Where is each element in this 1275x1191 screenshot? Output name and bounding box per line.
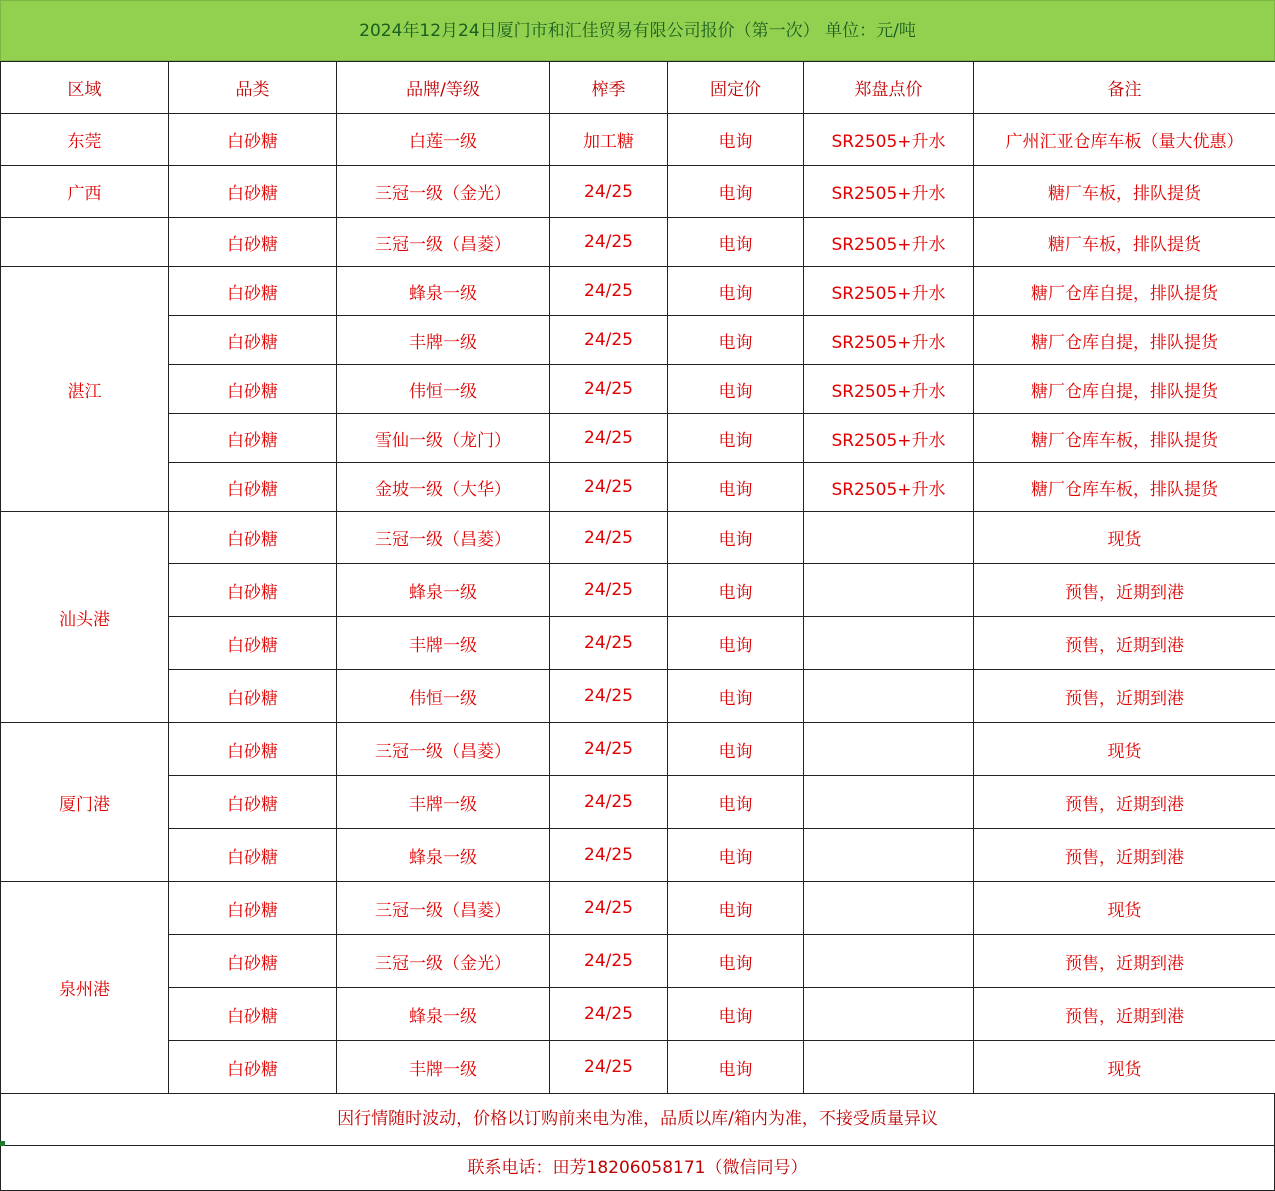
brand-cell: 丰牌一级 xyxy=(337,617,550,670)
season-cell: 24/25 xyxy=(550,776,668,829)
brand-cell: 蜂泉一级 xyxy=(337,564,550,617)
table-row xyxy=(1,267,1275,316)
futures-price-cell xyxy=(804,882,974,935)
season-cell: 24/25 xyxy=(550,414,668,463)
table-row xyxy=(1,365,1275,414)
remark-cell: 预售，近期到港 xyxy=(974,617,1275,670)
futures-price-cell xyxy=(804,988,974,1041)
header-cell-fixed-price: 固定价 xyxy=(668,62,804,114)
season-cell: 24/25 xyxy=(550,935,668,988)
brand-cell: 蜂泉一级 xyxy=(337,267,550,316)
table-row xyxy=(1,617,1275,670)
remark-cell: 现货 xyxy=(974,882,1275,935)
footer-contact: 联系电话：田芳18206058171（微信同号） xyxy=(0,1145,1275,1191)
category-cell: 白砂糖 xyxy=(169,1041,337,1094)
season-cell: 24/25 xyxy=(550,512,668,564)
region-cell: 汕头港 xyxy=(1,512,169,723)
fixed-price-cell: 电询 xyxy=(668,670,804,723)
season-cell: 24/25 xyxy=(550,316,668,365)
region-cell: 湛江 xyxy=(1,267,169,512)
season-cell: 24/25 xyxy=(550,463,668,512)
brand-cell: 白莲一级 xyxy=(337,114,550,166)
header-cell-season: 榨季 xyxy=(550,62,668,114)
region-cell: 广西 xyxy=(1,166,169,218)
season-cell: 24/25 xyxy=(550,218,668,267)
fixed-price-cell: 电询 xyxy=(668,882,804,935)
season-cell: 24/25 xyxy=(550,829,668,882)
futures-price-cell: SR2505+升水 xyxy=(804,365,974,414)
category-cell: 白砂糖 xyxy=(169,267,337,316)
remark-cell: 现货 xyxy=(974,1041,1275,1094)
remark-cell: 糖厂仓库车板，排队提货 xyxy=(974,414,1275,463)
brand-cell: 伟恒一级 xyxy=(337,670,550,723)
header-cell-brand: 品牌/等级 xyxy=(337,62,550,114)
region-cell xyxy=(1,218,169,267)
brand-cell: 伟恒一级 xyxy=(337,365,550,414)
brand-cell: 蜂泉一级 xyxy=(337,829,550,882)
table-row xyxy=(1,316,1275,365)
cell-marker xyxy=(0,1141,5,1146)
category-cell: 白砂糖 xyxy=(169,463,337,512)
category-cell: 白砂糖 xyxy=(169,414,337,463)
season-cell: 24/25 xyxy=(550,670,668,723)
season-cell: 24/25 xyxy=(550,166,668,218)
season-cell: 24/25 xyxy=(550,267,668,316)
category-cell: 白砂糖 xyxy=(169,114,337,166)
fixed-price-cell: 电询 xyxy=(668,776,804,829)
season-cell: 24/25 xyxy=(550,882,668,935)
brand-cell: 丰牌一级 xyxy=(337,316,550,365)
brand-cell: 丰牌一级 xyxy=(337,1041,550,1094)
table-row xyxy=(1,463,1275,512)
remark-cell: 预售，近期到港 xyxy=(974,776,1275,829)
sheet-title: 2024年12月24日厦门市和汇佳贸易有限公司报价（第一次） 单位：元/吨 xyxy=(0,0,1275,61)
brand-cell: 三冠一级（昌菱） xyxy=(337,512,550,564)
remark-cell: 预售，近期到港 xyxy=(974,670,1275,723)
fixed-price-cell: 电询 xyxy=(668,988,804,1041)
price-table xyxy=(0,61,1275,1094)
fixed-price-cell: 电询 xyxy=(668,316,804,365)
header-cell-futures-price: 郑盘点价 xyxy=(804,62,974,114)
season-cell: 24/25 xyxy=(550,365,668,414)
category-cell: 白砂糖 xyxy=(169,723,337,776)
futures-price-cell: SR2505+升水 xyxy=(804,166,974,218)
category-cell: 白砂糖 xyxy=(169,829,337,882)
remark-cell: 糖厂仓库自提，排队提货 xyxy=(974,365,1275,414)
futures-price-cell: SR2505+升水 xyxy=(804,463,974,512)
table-row xyxy=(1,166,1275,218)
table-header-row xyxy=(1,62,1275,114)
brand-cell: 雪仙一级（龙门） xyxy=(337,414,550,463)
category-cell: 白砂糖 xyxy=(169,670,337,723)
table-row xyxy=(1,512,1275,564)
remark-cell: 预售，近期到港 xyxy=(974,988,1275,1041)
remark-cell: 现货 xyxy=(974,723,1275,776)
fixed-price-cell: 电询 xyxy=(668,267,804,316)
table-row xyxy=(1,670,1275,723)
season-cell: 24/25 xyxy=(550,988,668,1041)
category-cell: 白砂糖 xyxy=(169,564,337,617)
header-cell-category: 品类 xyxy=(169,62,337,114)
fixed-price-cell: 电询 xyxy=(668,564,804,617)
remark-cell: 广州汇亚仓库车板（量大优惠） xyxy=(974,114,1275,166)
table-row xyxy=(1,723,1275,776)
futures-price-cell: SR2505+升水 xyxy=(804,414,974,463)
brand-cell: 金坡一级（大华） xyxy=(337,463,550,512)
remark-cell: 糖厂车板，排队提货 xyxy=(974,166,1275,218)
region-cell: 厦门港 xyxy=(1,723,169,882)
fixed-price-cell: 电询 xyxy=(668,512,804,564)
futures-price-cell: SR2505+升水 xyxy=(804,218,974,267)
fixed-price-cell: 电询 xyxy=(668,114,804,166)
season-cell: 24/25 xyxy=(550,564,668,617)
fixed-price-cell: 电询 xyxy=(668,1041,804,1094)
category-cell: 白砂糖 xyxy=(169,617,337,670)
futures-price-cell xyxy=(804,670,974,723)
season-cell: 24/25 xyxy=(550,1041,668,1094)
table-row xyxy=(1,776,1275,829)
fixed-price-cell: 电询 xyxy=(668,365,804,414)
futures-price-cell: SR2505+升水 xyxy=(804,316,974,365)
futures-price-cell xyxy=(804,564,974,617)
fixed-price-cell: 电询 xyxy=(668,829,804,882)
season-cell: 24/25 xyxy=(550,723,668,776)
brand-cell: 三冠一级（金光） xyxy=(337,935,550,988)
table-row xyxy=(1,935,1275,988)
table-row xyxy=(1,829,1275,882)
futures-price-cell: SR2505+升水 xyxy=(804,267,974,316)
futures-price-cell: SR2505+升水 xyxy=(804,114,974,166)
fixed-price-cell: 电询 xyxy=(668,935,804,988)
table-row xyxy=(1,882,1275,935)
category-cell: 白砂糖 xyxy=(169,512,337,564)
table-row xyxy=(1,218,1275,267)
category-cell: 白砂糖 xyxy=(169,988,337,1041)
region-cell: 东莞 xyxy=(1,114,169,166)
fixed-price-cell: 电询 xyxy=(668,218,804,267)
futures-price-cell xyxy=(804,617,974,670)
category-cell: 白砂糖 xyxy=(169,316,337,365)
category-cell: 白砂糖 xyxy=(169,776,337,829)
remark-cell: 糖厂仓库自提，排队提货 xyxy=(974,316,1275,365)
season-cell: 24/25 xyxy=(550,617,668,670)
brand-cell: 三冠一级（昌菱） xyxy=(337,882,550,935)
remark-cell: 糖厂仓库自提，排队提货 xyxy=(974,267,1275,316)
category-cell: 白砂糖 xyxy=(169,218,337,267)
category-cell: 白砂糖 xyxy=(169,935,337,988)
fixed-price-cell: 电询 xyxy=(668,166,804,218)
remark-cell: 预售，近期到港 xyxy=(974,564,1275,617)
fixed-price-cell: 电询 xyxy=(668,617,804,670)
brand-cell: 蜂泉一级 xyxy=(337,988,550,1041)
footer-note: 因行情随时波动，价格以订购前来电为准，品质以库/箱内为准，不接受质量异议 xyxy=(0,1093,1275,1146)
futures-price-cell xyxy=(804,776,974,829)
fixed-price-cell: 电询 xyxy=(668,723,804,776)
futures-price-cell xyxy=(804,935,974,988)
table-row xyxy=(1,1041,1275,1094)
category-cell: 白砂糖 xyxy=(169,365,337,414)
category-cell: 白砂糖 xyxy=(169,882,337,935)
table-row xyxy=(1,414,1275,463)
futures-price-cell xyxy=(804,1041,974,1094)
remark-cell: 预售，近期到港 xyxy=(974,829,1275,882)
fixed-price-cell: 电询 xyxy=(668,463,804,512)
futures-price-cell xyxy=(804,512,974,564)
brand-cell: 三冠一级（金光） xyxy=(337,166,550,218)
remark-cell: 糖厂车板，排队提货 xyxy=(974,218,1275,267)
futures-price-cell xyxy=(804,723,974,776)
futures-price-cell xyxy=(804,829,974,882)
fixed-price-cell: 电询 xyxy=(668,414,804,463)
brand-cell: 丰牌一级 xyxy=(337,776,550,829)
brand-cell: 三冠一级（昌菱） xyxy=(337,723,550,776)
remark-cell: 现货 xyxy=(974,512,1275,564)
remark-cell: 预售，近期到港 xyxy=(974,935,1275,988)
season-cell: 加工糖 xyxy=(550,114,668,166)
table-row xyxy=(1,988,1275,1041)
category-cell: 白砂糖 xyxy=(169,166,337,218)
brand-cell: 三冠一级（昌菱） xyxy=(337,218,550,267)
header-cell-remark: 备注 xyxy=(974,62,1275,114)
header-cell-region: 区域 xyxy=(1,62,169,114)
remark-cell: 糖厂仓库车板，排队提货 xyxy=(974,463,1275,512)
region-cell: 泉州港 xyxy=(1,882,169,1094)
table-row xyxy=(1,114,1275,166)
table-row xyxy=(1,564,1275,617)
table-body xyxy=(1,62,1275,1094)
